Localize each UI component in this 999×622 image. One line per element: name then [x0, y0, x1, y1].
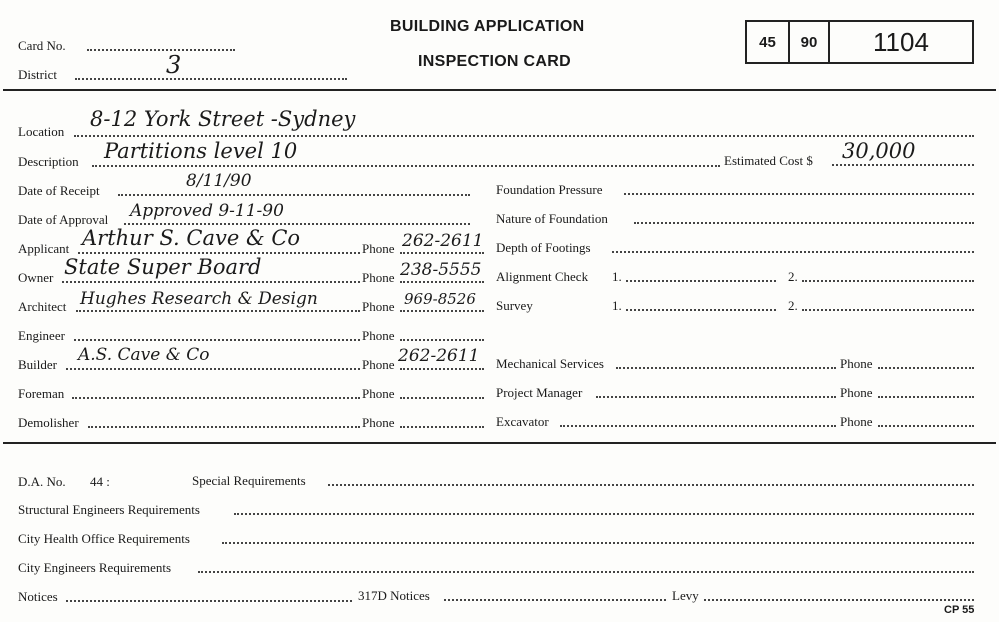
notices-317d-label: 317D Notices	[358, 588, 430, 603]
location-value: 8-12 York Street -Sydney	[90, 107, 356, 131]
notices-317d-field[interactable]	[444, 599, 666, 601]
estimated-cost-label: Estimated Cost $	[724, 153, 813, 168]
city-engineers-field[interactable]	[198, 571, 974, 573]
mechanical-phone-field[interactable]	[878, 367, 974, 369]
nature-foundation-label: Nature of Foundation	[496, 211, 608, 226]
middle-divider	[3, 442, 996, 444]
engineer-phone-label: Phone	[362, 328, 395, 343]
notices-field[interactable]	[66, 600, 352, 602]
location-field[interactable]	[74, 135, 974, 137]
applicant-value: Arthur S. Cave & Co	[82, 226, 301, 250]
applicant-label: Applicant	[18, 241, 70, 256]
foreman-label: Foreman	[18, 386, 65, 401]
description-value: Partitions level 10	[104, 139, 298, 163]
project-manager-phone-field[interactable]	[878, 396, 974, 398]
engineer-phone-field[interactable]	[400, 339, 484, 341]
project-manager-phone-label: Phone	[840, 385, 873, 400]
project-manager-label: Project Manager	[496, 385, 583, 400]
builder-phone-field[interactable]	[400, 368, 484, 370]
owner-phone-label: Phone	[362, 270, 395, 285]
levy-label: Levy	[672, 588, 699, 603]
excavator-label: Excavator	[496, 414, 549, 429]
district-value: 3	[166, 51, 182, 79]
foundation-pressure-field[interactable]	[624, 193, 974, 195]
applicant-phone-value: 262-2611	[402, 231, 484, 251]
approval-field[interactable]	[124, 223, 470, 225]
mechanical-services-field[interactable]	[616, 367, 836, 369]
health-requirements-field[interactable]	[222, 542, 974, 544]
foreman-phone-label: Phone	[362, 386, 395, 401]
builder-phone-value: 262-2611	[398, 346, 480, 366]
ref-box-2: 90	[788, 20, 830, 64]
survey-field-2[interactable]	[802, 309, 974, 311]
owner-phone-field[interactable]	[400, 281, 484, 283]
district-field[interactable]	[75, 78, 347, 80]
location-label: Location	[18, 124, 65, 139]
owner-phone-value: 238-5555	[400, 260, 482, 280]
demolisher-field[interactable]	[88, 426, 360, 428]
alignment-check-label: Alignment Check	[496, 269, 589, 284]
levy-field[interactable]	[704, 599, 974, 601]
description-label: Description	[18, 154, 79, 169]
survey-num-1: 1.	[612, 298, 622, 313]
architect-phone-value: 969-8526	[404, 290, 476, 308]
survey-field-1[interactable]	[626, 309, 776, 311]
mechanical-services-label: Mechanical Services	[496, 356, 604, 371]
form-title-line1: BUILDING APPLICATION	[390, 18, 585, 35]
ref-box-3: 1104	[828, 20, 974, 64]
applicant-phone-field[interactable]	[400, 252, 484, 254]
architect-phone-label: Phone	[362, 299, 395, 314]
excavator-phone-label: Phone	[840, 414, 873, 429]
mechanical-phone-label: Phone	[840, 356, 873, 371]
architect-phone-field[interactable]	[400, 310, 484, 312]
builder-phone-label: Phone	[362, 357, 395, 372]
foreman-field[interactable]	[72, 397, 360, 399]
card-no-field[interactable]	[87, 49, 235, 51]
demolisher-phone-field[interactable]	[400, 426, 484, 428]
special-requirements-field[interactable]	[328, 484, 974, 486]
applicant-phone-label: Phone	[362, 241, 395, 256]
form-code: CP 55	[944, 604, 975, 616]
survey-label: Survey	[496, 298, 533, 313]
architect-field[interactable]	[76, 310, 360, 312]
alignment-num-1: 1.	[612, 269, 622, 284]
form-title-line2: INSPECTION CARD	[418, 53, 571, 70]
description-field[interactable]	[92, 165, 720, 167]
city-engineers-label: City Engineers Requirements	[18, 560, 172, 575]
ref-box-1: 45	[745, 20, 790, 64]
project-manager-field[interactable]	[596, 396, 836, 398]
structural-requirements-label: Structural Engineers Requirements	[18, 502, 200, 517]
card-no-label: Card No.	[18, 38, 66, 53]
owner-value: State Super Board	[64, 255, 262, 279]
receipt-label: Date of Receipt	[18, 183, 100, 198]
foundation-pressure-label: Foundation Pressure	[496, 182, 603, 197]
nature-foundation-field[interactable]	[634, 222, 974, 224]
owner-label: Owner	[18, 270, 54, 285]
receipt-value: 8/11/90	[186, 171, 252, 191]
foreman-phone-field[interactable]	[400, 397, 484, 399]
structural-requirements-field[interactable]	[234, 513, 974, 515]
owner-field[interactable]	[62, 281, 360, 283]
demolisher-phone-label: Phone	[362, 415, 395, 430]
estimated-cost-value: 30,000	[842, 139, 916, 163]
special-requirements-label: Special Requirements	[192, 473, 306, 488]
survey-num-2: 2.	[788, 298, 798, 313]
architect-value: Hughes Research & Design	[80, 289, 318, 309]
alignment-field-1[interactable]	[626, 280, 776, 282]
da-no-value: 44 :	[90, 474, 110, 489]
builder-label: Builder	[18, 357, 57, 372]
alignment-num-2: 2.	[788, 269, 798, 284]
district-label: District	[18, 67, 57, 82]
architect-label: Architect	[18, 299, 67, 314]
da-no-label: D.A. No.	[18, 474, 66, 489]
builder-value: A.S. Cave & Co	[78, 345, 210, 365]
header-divider	[3, 89, 996, 91]
notices-label: Notices	[18, 589, 58, 604]
estimated-cost-field[interactable]	[832, 164, 974, 166]
engineer-field[interactable]	[74, 339, 360, 341]
alignment-field-2[interactable]	[802, 280, 974, 282]
receipt-field[interactable]	[118, 194, 470, 196]
demolisher-label: Demolisher	[18, 415, 79, 430]
applicant-field[interactable]	[78, 252, 360, 254]
builder-field[interactable]	[66, 368, 360, 370]
depth-footings-field[interactable]	[612, 251, 974, 253]
engineer-label: Engineer	[18, 328, 65, 343]
approval-label: Date of Approval	[18, 212, 109, 227]
excavator-field[interactable]	[560, 425, 836, 427]
depth-footings-label: Depth of Footings	[496, 240, 591, 255]
health-requirements-label: City Health Office Requirements	[18, 531, 190, 546]
excavator-phone-field[interactable]	[878, 425, 974, 427]
approval-value: Approved 9-11-90	[130, 201, 284, 221]
